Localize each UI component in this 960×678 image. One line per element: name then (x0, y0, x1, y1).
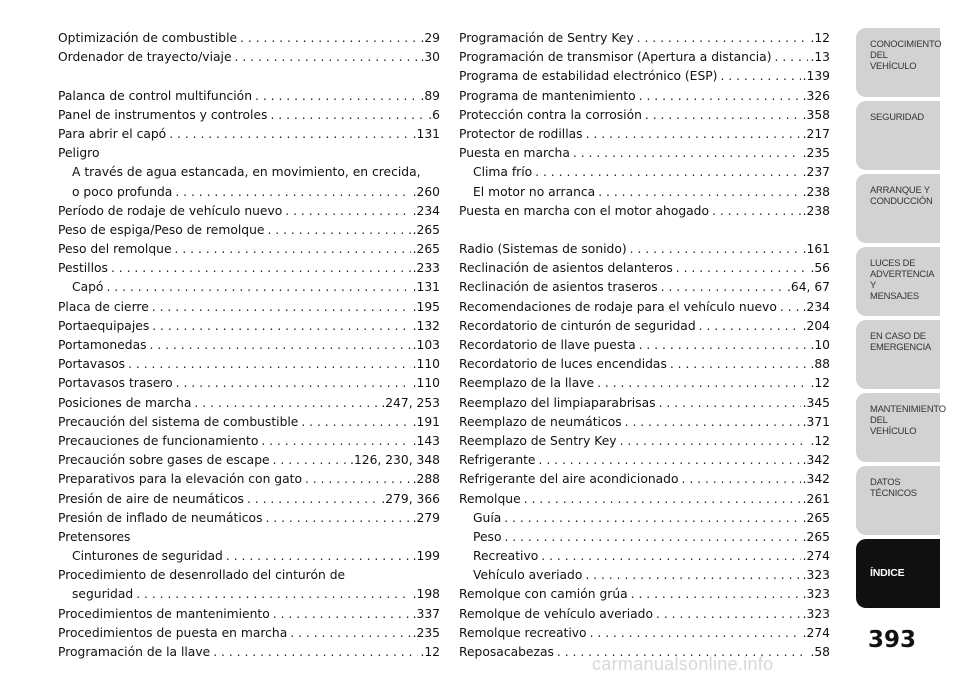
index-entry-label: Reemplazo de Sentry Key (459, 433, 617, 448)
index-entry-label: Presión de aire de neumáticos (58, 491, 244, 506)
index-entry (58, 470, 440, 489)
dot-leader (267, 106, 426, 125)
page-number: 393 (868, 627, 917, 653)
index-entry-label: Posiciones de marcha (58, 395, 192, 410)
index-entry-page[interactable]: .30 (420, 50, 440, 65)
section-tab-label: ADVERTENCIA Y (870, 268, 934, 290)
dot-leader (538, 547, 800, 566)
dot-leader (191, 394, 379, 413)
section-tab[interactable] (856, 466, 940, 535)
dot-leader (709, 202, 801, 221)
index-entry (459, 374, 830, 393)
section-tab[interactable] (856, 320, 940, 389)
dot-leader (237, 29, 418, 48)
index-entry-page[interactable]: .323 (802, 587, 830, 602)
index-entry (459, 394, 830, 413)
index-entry-page[interactable]: .233 (412, 261, 440, 276)
index-entry-page[interactable]: .58 (810, 645, 830, 659)
dot-leader (270, 605, 411, 624)
index-entry-page[interactable]: .132 (412, 318, 440, 333)
index-entry-label: Capó (72, 280, 104, 295)
index-entry-page[interactable]: .238 (802, 203, 830, 218)
index-entry (58, 394, 440, 413)
section-tab-label: ARRANQUE Y (870, 184, 930, 195)
dot-leader (667, 355, 809, 374)
index-entry-page[interactable]: .110 (412, 357, 440, 372)
index-entry-label: Protección contra la corrosión (459, 107, 642, 122)
dot-leader (287, 624, 410, 643)
index-entry-page[interactable]: .274 (802, 625, 830, 640)
dot-leader (679, 470, 801, 489)
dot-leader (252, 87, 418, 106)
index-entry (58, 432, 440, 451)
index-entry (58, 183, 440, 202)
index-entry (58, 528, 440, 547)
index-column-left (58, 29, 440, 662)
section-tab-label: MENSAJES (870, 290, 919, 301)
index-entry-label: Programación de transmisor (Apertura a distancia) (459, 50, 772, 65)
index-column-right (459, 29, 830, 662)
index-entry (58, 48, 440, 67)
dot-leader (696, 317, 801, 336)
index-entry (58, 605, 440, 624)
index-entry-label: o poco profunda (72, 184, 173, 199)
index-entry (459, 547, 830, 566)
index-entry (58, 298, 440, 317)
index-entry (459, 298, 830, 317)
section-tab-label: DEL VEHÍCULO (870, 414, 917, 436)
dot-leader (636, 336, 809, 355)
index-entry-page[interactable]: .234 (802, 299, 830, 314)
index-entry-label: Vehículo averiado (473, 568, 583, 583)
index-entry-label: El motor no arranca (473, 184, 596, 199)
index-entry-page[interactable]: .279, 366 (381, 491, 440, 506)
dot-leader (627, 240, 801, 259)
index-entry-label: Remolque de vehículo averiado (459, 606, 653, 621)
index-entry (58, 509, 440, 528)
index-entry-label: Pretensores (58, 529, 131, 544)
dot-leader (617, 432, 809, 451)
dot-leader (653, 605, 801, 624)
index-entry-label: A través de agua estancada, en movimiento, en crecida, (72, 165, 421, 180)
index-entry-label: seguridad (72, 587, 134, 602)
dot-leader (673, 259, 809, 278)
dot-leader (125, 355, 411, 374)
index-entry-page[interactable]: .288 (412, 472, 440, 487)
index-entry-page[interactable]: .342 (802, 472, 830, 487)
index-entry-label: Programa de mantenimiento (459, 88, 636, 103)
section-tab-label: ÍNDICE (870, 567, 905, 579)
index-entry-label: Reposacabezas (459, 645, 554, 659)
index-entry-page[interactable]: .88 (810, 357, 830, 372)
index-entry-label: Portaequipajes (58, 318, 150, 333)
index-entry (459, 183, 830, 202)
index-entry-page[interactable]: .12 (810, 433, 830, 448)
index-entry-label: Procedimientos de mantenimiento (58, 606, 270, 621)
section-tab[interactable] (856, 393, 946, 462)
index-entry (58, 490, 440, 509)
index-entry-label: Precaución sobre gases de escape (58, 453, 270, 468)
index-entry (459, 624, 830, 643)
index-entry (58, 643, 440, 662)
dot-leader (262, 509, 410, 528)
index-entry-page[interactable]: .195 (412, 299, 440, 314)
dot-leader (223, 547, 411, 566)
index-entry-page[interactable]: .29 (420, 31, 440, 45)
index-entry-page[interactable]: .261 (802, 491, 830, 506)
index-entry-page[interactable]: .337 (412, 606, 440, 621)
index-entry-label: Remolque con camión grúa (459, 587, 628, 602)
dot-leader (264, 221, 410, 240)
index-entry-page[interactable]: .279 (412, 510, 440, 525)
index-entry-label: Reemplazo de la llave (459, 376, 595, 391)
index-entry-label: Portavasos (58, 357, 126, 372)
index-entry (58, 259, 440, 278)
index-entry (459, 605, 830, 624)
index-entry-page[interactable]: .12 (810, 376, 830, 391)
index-entry (459, 509, 830, 528)
dot-leader (282, 202, 410, 221)
index-entry (58, 29, 440, 48)
index-entry-label: Reemplazo del limpiaparabrisas (459, 395, 656, 410)
section-tab-label: DATOS (870, 476, 901, 487)
index-entry-label: Pestillos (58, 261, 108, 276)
index-entry-page[interactable]: .345 (802, 395, 830, 410)
index-entry-page[interactable]: .103 (412, 338, 440, 352)
index-entry (459, 67, 830, 86)
section-tab-label: SEGURIDAD (870, 111, 924, 122)
index-entry-page[interactable]: .131 (412, 280, 440, 295)
dot-leader (166, 125, 410, 144)
dot-leader (658, 278, 785, 297)
section-tab[interactable] (856, 247, 940, 316)
section-tab-label: EN CASO DE (870, 330, 926, 341)
index-entry-label: Cinturones de seguridad (72, 549, 223, 564)
index-entry (459, 585, 830, 604)
index-entry-page[interactable]: .217 (802, 126, 830, 141)
index-entry-label: Puesta en marcha (459, 146, 570, 161)
index-entry (58, 566, 440, 585)
dot-leader (172, 183, 410, 202)
index-entry-page[interactable]: .234 (412, 203, 440, 218)
index-entry-label: Recordatorio de llave puesta (459, 338, 636, 352)
index-entry-label: Optimización de combustible (58, 31, 238, 45)
dot-leader (521, 490, 801, 509)
index-entry (459, 259, 830, 278)
index-entry-page[interactable]: .198 (412, 587, 440, 602)
index-entry (459, 470, 830, 489)
index-entry-page[interactable]: .358 (802, 107, 830, 122)
index-entry-label: Portamonedas (58, 338, 147, 352)
index-entry-label: Refrigerante del aire acondicionado (459, 472, 679, 487)
dot-leader (582, 566, 800, 585)
section-tab[interactable] (856, 101, 940, 170)
dot-leader (583, 125, 801, 144)
index-entry (58, 163, 440, 182)
dot-leader (772, 48, 809, 67)
index-entry-page[interactable]: .274 (802, 549, 830, 564)
index-entry-page[interactable]: .161 (802, 242, 830, 257)
section-tab-label: CONDUCCIÓN (870, 195, 933, 206)
index-entry-label: Guía (473, 510, 502, 525)
index-entry-page[interactable]: .191 (412, 414, 440, 429)
index-entry-page[interactable]: .126, 230, 348 (350, 453, 440, 468)
index-entry (58, 125, 440, 144)
index-entry (58, 202, 440, 221)
index-entry (459, 106, 830, 125)
dot-leader (108, 259, 411, 278)
index-entry-page[interactable]: .204 (802, 318, 830, 333)
dot-leader (587, 624, 801, 643)
index-entry-page[interactable]: .64, 67 (786, 280, 830, 295)
section-tab-label: CONOCIMIENTO (870, 38, 942, 49)
dot-leader (656, 394, 801, 413)
dot-leader (302, 470, 411, 489)
index-entry-page[interactable]: .247, 253 (381, 395, 440, 410)
dot-leader (232, 48, 419, 67)
dot-leader (594, 374, 808, 393)
section-tab[interactable] (856, 174, 940, 243)
index-entry (459, 413, 830, 432)
index-entry-page[interactable]: .143 (412, 433, 440, 448)
index-entry-label: Remolque (459, 491, 521, 506)
index-entry-page[interactable]: .265 (412, 242, 440, 257)
index-entry-label: Peso de espiga/Peso de remolque (58, 222, 265, 237)
dot-leader (172, 240, 411, 259)
dot-leader (536, 451, 801, 470)
index-entry-label: Programa de estabilidad electrónico (ESP) (459, 69, 718, 84)
index-entry-label: Programación de la llave (58, 645, 211, 659)
dot-leader (595, 183, 800, 202)
index-entry-label: Refrigerante (459, 453, 536, 468)
index-entry (58, 87, 440, 106)
dot-leader (636, 87, 801, 106)
index-entry-page[interactable]: .238 (802, 184, 830, 199)
index-entry-label: Precaución del sistema de combustible (58, 414, 299, 429)
index-entry-label: Reclinación de asientos traseros (459, 280, 658, 295)
dot-leader (298, 413, 410, 432)
index-entry-label: Reclinación de asientos delanteros (459, 261, 673, 276)
dot-leader (717, 67, 800, 86)
index-entry (459, 432, 830, 451)
dot-leader (642, 106, 801, 125)
index-entry (459, 528, 830, 547)
index-entry (459, 451, 830, 470)
index-entry (58, 106, 440, 125)
index-entry-label: Recordatorio de cinturón de seguridad (459, 318, 696, 333)
index-entry (58, 413, 440, 432)
dot-leader (270, 451, 348, 470)
index-entry-label: Clima frío (473, 165, 533, 180)
index-entry-label: Protector de rodillas (459, 126, 583, 141)
section-tab-label: LUCES DE (870, 257, 916, 268)
index-entry-label: Para abrir el capó (58, 126, 167, 141)
index-entry-page[interactable]: .323 (802, 606, 830, 621)
index-entry-label: Ordenador de trayecto/viaje (58, 50, 232, 65)
index-entry-page[interactable]: .371 (802, 414, 830, 429)
index-entry-label: Portavasos trasero (58, 376, 173, 391)
index-entry (459, 125, 830, 144)
index-entry-page[interactable]: .260 (412, 184, 440, 199)
index-entry (459, 240, 830, 259)
index-entry (58, 221, 440, 240)
dot-leader (244, 490, 379, 509)
index-entry-label: Radio (Sistemas de sonido) (459, 242, 627, 257)
dot-leader (173, 374, 411, 393)
index-entry (58, 624, 440, 643)
index-entry-page[interactable]: .10 (810, 338, 830, 352)
index-entry-page[interactable]: .326 (802, 88, 830, 103)
index-entry (459, 87, 830, 106)
index-entry-label: Recomendaciones de rodaje para el vehículo nuevo (459, 299, 777, 314)
section-tab[interactable] (856, 28, 940, 97)
index-entry-label: Procedimientos de puesta en marcha (58, 625, 288, 640)
index-entry (459, 566, 830, 585)
index-entry-page[interactable]: .265 (802, 510, 830, 525)
index-entry-label: Preparativos para la elevación con gato (58, 472, 302, 487)
index-entry-page[interactable]: .199 (412, 549, 440, 564)
dot-leader (149, 317, 410, 336)
index-entry-page[interactable]: .110 (412, 376, 440, 391)
section-tab-label: TÉCNICOS (870, 487, 917, 498)
index-entry-label: Peligro (58, 146, 100, 161)
index-entry-label: Recreativo (473, 549, 539, 564)
index-entry (58, 144, 440, 163)
index-entry-page[interactable]: .89 (420, 88, 440, 103)
index-entry-label: Panel de instrumentos y controles (58, 107, 268, 122)
index-entry (58, 336, 440, 355)
index-entry-label: Peso (473, 529, 502, 544)
index-entry-page[interactable]: .12 (420, 645, 440, 659)
index-entry-page[interactable]: .13 (810, 50, 830, 65)
index-entry-page[interactable]: .139 (802, 69, 830, 84)
index-entry-label: Reemplazo de neumáticos (459, 414, 622, 429)
index-entry (459, 48, 830, 67)
dot-leader (532, 163, 800, 182)
index-entry (459, 202, 830, 221)
index-entry-label: Presión de inflado de neumáticos (58, 510, 263, 525)
index-entry (58, 374, 440, 393)
index-entry-label: Programación de Sentry Key (459, 31, 634, 45)
dot-leader (103, 278, 410, 297)
index-entry-page[interactable]: .342 (802, 453, 830, 468)
index-entry (58, 355, 440, 374)
index-entry (459, 336, 830, 355)
index-entry (459, 29, 830, 48)
index-entry (459, 278, 830, 297)
dot-leader (501, 528, 800, 547)
dot-leader (133, 585, 410, 604)
section-tab-label: MANTENIMIENTO (870, 403, 946, 414)
index-entry-label: Palanca de control multifunción (58, 88, 252, 103)
section-tab[interactable] (856, 539, 940, 608)
index-entry (58, 585, 440, 604)
index-entry-page[interactable]: .235 (412, 625, 440, 640)
index-entry-label: Recordatorio de luces encendidas (459, 357, 667, 372)
index-entry-page[interactable]: .56 (810, 261, 830, 276)
index-entry-label: Procedimiento de desenrollado del cinturón de (58, 568, 346, 583)
index-entry (459, 317, 830, 336)
index-entry-label: Período de rodaje de vehículo nuevo (58, 203, 283, 218)
index-entry (58, 240, 440, 259)
index-entry-label: Placa de cierre (58, 299, 149, 314)
section-tab-strip (856, 28, 946, 612)
index-entry-page[interactable]: .6 (428, 107, 440, 122)
dot-leader (149, 298, 411, 317)
index-entry-label: Puesta en marcha con el motor ahogado (459, 203, 710, 218)
index-entry-label: Peso del remolque (58, 242, 172, 257)
section-tab-label: DEL VEHÍCULO (870, 49, 917, 71)
watermark: carmanualsonline.info (592, 654, 774, 674)
index-entry (459, 355, 830, 374)
section-tab-label: EMERGENCIA (870, 341, 932, 352)
dot-leader (622, 413, 801, 432)
index-entry (58, 451, 440, 470)
index-entry-page[interactable]: .235 (802, 146, 830, 161)
dot-leader (147, 336, 411, 355)
dot-leader (501, 509, 800, 528)
index-entry (58, 547, 440, 566)
index-entry-page[interactable]: .323 (802, 568, 830, 583)
dot-leader (258, 432, 410, 451)
index-entry-page[interactable]: .131 (412, 126, 440, 141)
index-entry (459, 163, 830, 182)
dot-leader (634, 29, 809, 48)
index-entry (459, 490, 830, 509)
dot-leader (570, 144, 801, 163)
index-entry-label: Remolque recreativo (459, 625, 587, 640)
index-entry-page[interactable]: .265 (412, 222, 440, 237)
dot-leader (777, 298, 801, 317)
index-entry (58, 317, 440, 336)
index-entry-label: Precauciones de funcionamiento (58, 433, 259, 448)
index-entry (58, 278, 440, 297)
dot-leader (628, 585, 801, 604)
index-entry-page[interactable]: .237 (802, 165, 830, 180)
index-entry (459, 144, 830, 163)
index-entry-page[interactable]: .265 (802, 529, 830, 544)
index-entry-page[interactable]: .12 (810, 31, 830, 45)
dot-leader (210, 643, 418, 662)
